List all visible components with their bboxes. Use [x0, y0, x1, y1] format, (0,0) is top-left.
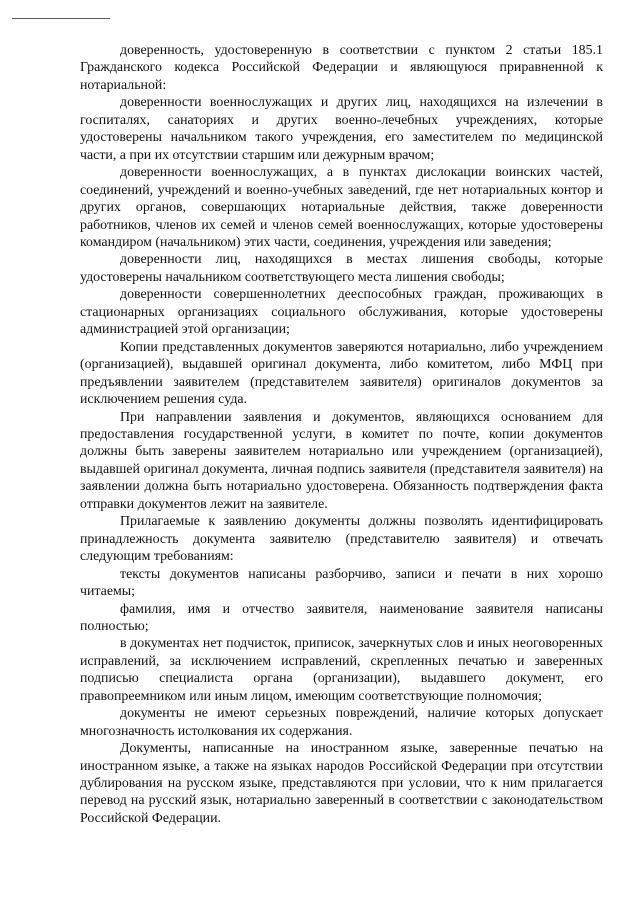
paragraph-military-power-of-attorney: доверенности военнослужащих, а в пунктах дислокации воинских частей, соединений, учреждений и военно-учебных заведений, где нет нотариальных контор и других органов, совершающих нотариальные действия, также доверенности работников, членов их семей и членов семей военнослужащих, которые удостоверены командиром (начальником) этих части, соединения, учреждения или заведения; — [80, 165, 603, 250]
paragraph-requirement-legible: тексты документов написаны разборчиво, записи и печати в них хорошо читаемы; — [80, 566, 603, 600]
paragraph-requirement-no-damage: документы не имеют серьезных повреждений, наличие которых допускает многозначность истолкования их содержания. — [80, 706, 603, 739]
paragraph-requirement-no-corrections: в документах нет подчисток, приписок, зачеркнутых слов и иных неоговоренных исправлений, за исключением исправлений, скрепленных печатью и заверенных подписью специалиста органа (организации), выдавшего документ, его правопреемником или иным лицом, имеющим соответствующие полномочия; — [80, 636, 603, 704]
paragraph-notarial-equivalent: доверенность, удостоверенную в соответствии с пунктом 2 статьи 185.1 Гражданского кодекса Российской Федерации и являющуюся приравненной к нотариальной: — [80, 43, 603, 93]
paragraph-prison-power-of-attorney: доверенности лиц, находящихся в местах лишения свободы, которые удостоверены начальником соответствующего места лишения свободы; — [80, 252, 603, 285]
paragraph-hospital-power-of-attorney: доверенности военнослужащих и других лиц, находящихся на излечении в госпиталях, санаториях и других военно-лечебных учреждениях, которые удостоверены начальником такого учреждения, его заместителем по медицинской части, а при их отсутствии старшим или дежурным врачом; — [80, 95, 603, 163]
paragraph-social-care-power-of-attorney: доверенности совершеннолетних дееспособных граждан, проживающих в стационарных организациях социального обслуживания, которые удостоверены администрацией этой организации; — [80, 287, 603, 338]
paragraph-document-requirements: Прилагаемые к заявлению документы должны позволять идентифицировать принадлежность документа заявителю (представителю заявителя) и отвечать следующим требованиям: — [80, 514, 603, 565]
header-rule — [12, 18, 110, 19]
paragraph-requirement-full-name: фамилия, имя и отчество заявителя, наименование заявителя написаны полностью; — [80, 601, 603, 634]
paragraph-foreign-language-documents: Документы, написанные на иностранном языке, заверенные печатью на иностранном языке, а также на языках народов Российской Федерации при отсутствии дублирования на русском языке, представляются при условии, что к ним прилагается перевод на русский язык, нотариально заверенный в соответствии с законодательством Российской Федерации. — [80, 741, 603, 826]
paragraph-copies-certification: Копии представленных документов заверяются нотариально, либо учреждением (организацией), выдавшей оригинал документа, либо комитетом, либо МФЦ при предъявлении заявителем (представителем заявителя) оригиналов документов за исключением решения суда. — [80, 339, 603, 408]
paragraph-postal-submission: При направлении заявления и документов, являющихся основанием для предоставления государственной услуги, в комитет по почте, копии документов должны быть заверены заявителем нотариально или учреждением (организацией), выдавшей оригинал документа, личная подпись заявителя (представителя заявителя) на заявлении должна быть нотариально удостоверена. Обязанность подтверждения факта отправки документов лежит на заявителе. — [80, 409, 603, 512]
document-body — [80, 42, 603, 827]
